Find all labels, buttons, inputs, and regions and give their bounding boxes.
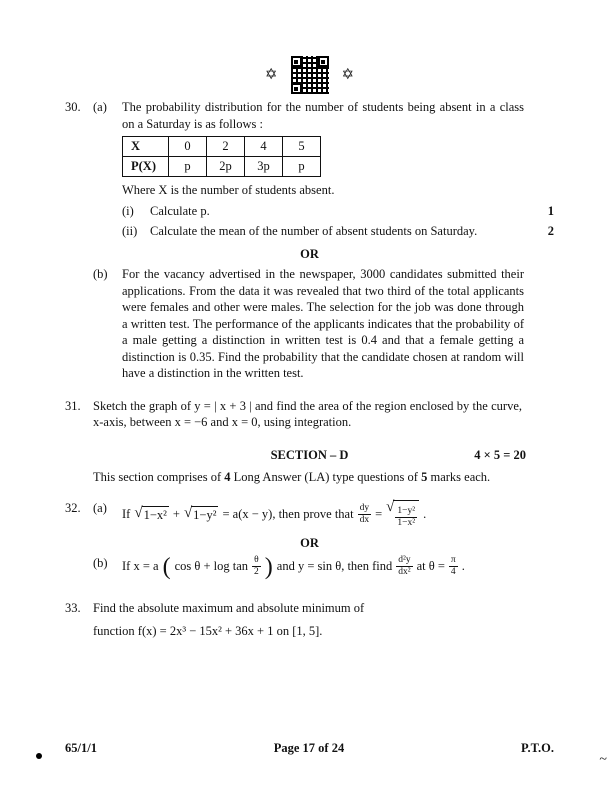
star-icon-left: ✡ xyxy=(264,66,278,83)
intro-text-2: Long Answer (LA) type questions of xyxy=(230,470,422,484)
sqrt-fraction xyxy=(386,500,419,529)
formula-text: = a(x − y), then prove that xyxy=(222,506,354,521)
subpart-ii-label: (ii) xyxy=(122,224,138,238)
print-mark-tilde: ~ xyxy=(599,752,607,767)
table-cell: 2 xyxy=(207,137,245,157)
question-31-number: 31. xyxy=(65,398,81,413)
pto-label: P.T.O. xyxy=(521,741,554,755)
table-row xyxy=(123,157,321,177)
question-32a-label: (a) xyxy=(93,500,107,515)
question-32b xyxy=(65,555,554,578)
table-cell: 2p xyxy=(207,157,245,177)
close-paren: ) xyxy=(264,553,273,580)
numerator: 1−y² xyxy=(397,505,416,516)
denominator: 2 xyxy=(254,567,259,577)
table-cell: p xyxy=(169,157,207,177)
question-33-line2: function f(x) = 2x³ − 15x² + 36x + 1 on [1, 5]. xyxy=(93,623,323,638)
question-30a-where xyxy=(65,182,554,199)
question-30a-table-row xyxy=(65,132,554,182)
star-icon-right: ✡ xyxy=(341,66,355,83)
fraction-dy-dx xyxy=(358,503,372,526)
numerator: d²y xyxy=(398,555,411,565)
fraction-theta-2 xyxy=(252,555,261,578)
numerator: θ xyxy=(254,555,259,565)
plus-sign: + xyxy=(172,506,180,521)
denominator: 1−x² xyxy=(397,517,416,528)
radical-sign: √ xyxy=(183,505,193,521)
where-text: Where X is the number of students absent. xyxy=(122,183,335,197)
question-30-number: 30. xyxy=(65,100,81,114)
section-d-title: SECTION – D xyxy=(270,447,349,462)
question-33-line1: Find the absolute maximum and absolute minimum of xyxy=(93,601,365,615)
print-mark-dot xyxy=(36,753,42,759)
page-footer xyxy=(65,740,554,757)
section-d-header xyxy=(65,447,554,464)
page-header xyxy=(65,55,554,95)
intro-bold-2: 5 xyxy=(421,470,428,484)
radicand xyxy=(393,500,419,529)
fraction-1y2-1x2 xyxy=(395,506,417,529)
radicand: 1−x² xyxy=(143,508,167,522)
numerator: π xyxy=(450,555,456,565)
probability-table xyxy=(122,136,321,177)
intro-bold-1: 4 xyxy=(224,470,231,484)
question-30a-text: The probability distribution for the number of students being absent in a class on a Saturday is as follows : xyxy=(122,100,524,131)
or-separator: OR xyxy=(300,535,319,550)
question-33 xyxy=(65,600,554,639)
question-33-number: 33. xyxy=(65,601,81,615)
question-30 xyxy=(65,99,554,132)
formula-text: at θ = xyxy=(416,559,445,574)
section-d-intro-text xyxy=(93,469,554,486)
table-cell: p xyxy=(283,157,321,177)
question-30b-label: (b) xyxy=(93,267,108,281)
question-30a-ii xyxy=(65,223,554,240)
question-33-text xyxy=(93,600,554,639)
sqrt-1-minus-y2 xyxy=(184,506,219,522)
subpart-i-text: Calculate p. xyxy=(150,203,210,218)
sqrt-1-minus-x2 xyxy=(134,506,169,522)
question-32b-formula xyxy=(122,555,554,578)
question-30b xyxy=(65,266,554,382)
qr-finder-icon xyxy=(291,83,302,94)
question-31-text: Sketch the graph of y = | x + 3 | and find the area of the region enclosed by the curve, x-axis, between x = −6 and x = 0, using integration. xyxy=(93,398,522,429)
table-cell: 5 xyxy=(283,137,321,157)
or-separator: OR xyxy=(300,246,319,261)
table-cell: 3p xyxy=(245,157,283,177)
qr-finder-icon xyxy=(318,56,329,67)
table-row xyxy=(123,137,321,157)
denominator: 4 xyxy=(450,567,456,577)
numerator: dy xyxy=(359,502,370,513)
radical-sign: √ xyxy=(386,498,395,515)
formula-text: If x = a xyxy=(122,559,159,574)
qr-code xyxy=(291,56,329,94)
formula-text: cos θ + log tan xyxy=(174,559,249,574)
table-cell: 0 xyxy=(169,137,207,157)
fraction-d2y-dx2 xyxy=(396,555,412,578)
subpart-i-label: (i) xyxy=(122,203,134,218)
section-d-marks: 4 × 5 = 20 xyxy=(474,447,526,462)
fraction-pi-4 xyxy=(449,555,458,578)
question-30a-label: (a) xyxy=(93,100,107,114)
question-31 xyxy=(65,398,554,431)
table-cell: P(X) xyxy=(123,157,169,177)
denominator: dx xyxy=(359,514,370,525)
intro-text-3: marks each. xyxy=(427,470,491,484)
marks-value: 2 xyxy=(547,224,554,238)
table-cell: X xyxy=(123,137,169,157)
page-number: Page 17 of 24 xyxy=(273,741,345,755)
equals-sign: = xyxy=(375,506,383,521)
subpart-ii-text: Calculate the mean of the number of absent students on Saturday. xyxy=(150,224,478,238)
section-d-intro xyxy=(65,469,554,486)
period: . xyxy=(423,506,427,521)
question-32 xyxy=(65,500,554,529)
question-32a-formula xyxy=(122,500,554,529)
period: . xyxy=(461,559,465,574)
question-30b-text: For the vacancy advertised in the newspaper, 3000 candidates submitted their applications. From the data it was revealed that two third of the total applicants were females and other were males. The selection for the job was done through a written test. The performance of the applicants indicates that the probability of a male getting a distinction in written test is 0.4 and that a female getting a distinction is 0.35. Find the probability that the candidate chosen at random will have a distinction in the written test. xyxy=(122,267,524,380)
radicand: 1−y² xyxy=(193,508,217,522)
qr-finder-icon xyxy=(291,56,302,67)
formula-text: If xyxy=(122,506,131,521)
open-paren: ( xyxy=(162,553,171,580)
radical-sign: √ xyxy=(134,505,143,521)
denominator: dx² xyxy=(398,567,411,577)
formula-text: and y = sin θ, then find xyxy=(276,559,393,574)
question-30a-i xyxy=(65,203,554,220)
question-32b-label: (b) xyxy=(93,556,108,570)
paper-code: 65/1/1 xyxy=(65,741,97,755)
question-32-number: 32. xyxy=(65,500,81,515)
marks-value: 1 xyxy=(547,203,554,218)
intro-text-1: This section comprises of xyxy=(93,470,225,484)
table-cell: 4 xyxy=(245,137,283,157)
